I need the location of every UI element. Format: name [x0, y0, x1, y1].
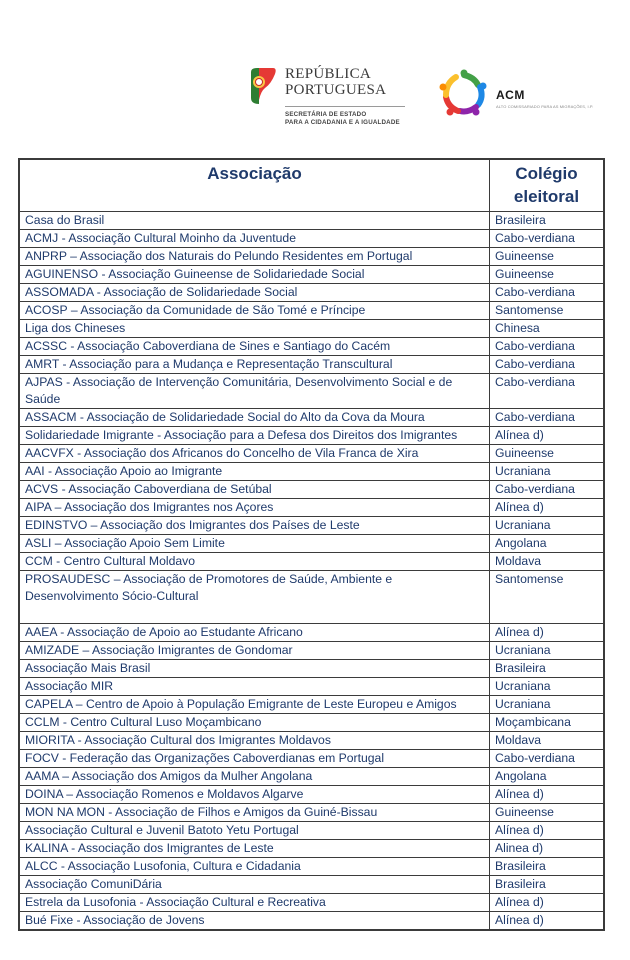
- electoral-college: Alinea d): [490, 840, 605, 858]
- electoral-college: Moldava: [490, 553, 605, 571]
- electoral-college: Alínea d): [490, 624, 605, 642]
- table-row: [19, 714, 604, 732]
- table-row: [19, 463, 604, 481]
- electoral-college: Angolana: [490, 535, 605, 553]
- electoral-college: Chinesa: [490, 320, 605, 338]
- table-row: [19, 356, 604, 374]
- electoral-college: Guineense: [490, 266, 605, 284]
- table-row: [19, 481, 604, 499]
- acm-people-circle-icon: [438, 67, 490, 119]
- table-row: [19, 696, 604, 714]
- table-row: [19, 858, 604, 876]
- table-row: [19, 302, 604, 320]
- electoral-college: Ucraniana: [490, 463, 605, 481]
- association-name: PROSAUDESC – Associação de Promotores de Saúde, Ambiente e Desenvolvimento Sócio-Cultural: [19, 571, 490, 624]
- association-name: ASLI – Associação Apoio Sem Limite: [19, 535, 490, 553]
- electoral-college: Alínea d): [490, 427, 605, 445]
- table-row: [19, 338, 604, 356]
- association-name: AGUINENSO - Associação Guineense de Solidariedade Social: [19, 266, 490, 284]
- electoral-college: Santomense: [490, 571, 605, 624]
- association-name: ASSOMADA - Associação de Solidariedade Social: [19, 284, 490, 302]
- table-row: [19, 894, 604, 912]
- association-name: Bué Fixe - Associação de Jovens: [19, 912, 490, 931]
- table-row: [19, 678, 604, 696]
- table-row: [19, 248, 604, 266]
- table-row: [19, 804, 604, 822]
- acm-title: ACM: [496, 88, 525, 102]
- electoral-college: Cabo-verdiana: [490, 374, 605, 409]
- table-row: [19, 750, 604, 768]
- column-header-colegio-eleitoral: Colégio eleitoral: [490, 159, 605, 212]
- republica-title: REPÚBLICA PORTUGUESA: [285, 66, 387, 98]
- electoral-college: Ucraniana: [490, 678, 605, 696]
- association-name: Liga dos Chineses: [19, 320, 490, 338]
- electoral-college: Alínea d): [490, 786, 605, 804]
- association-name: DOINA – Associação Romenos e Moldavos Algarve: [19, 786, 490, 804]
- acm-logo: [438, 67, 628, 127]
- table-row: [19, 840, 604, 858]
- association-name: EDINSTVO – Associação dos Imigrantes dos Países de Leste: [19, 517, 490, 535]
- table-row: [19, 624, 604, 642]
- electoral-college: Moçambicana: [490, 714, 605, 732]
- electoral-college: Angolana: [490, 768, 605, 786]
- association-name: FOCV - Federação das Organizações Caboverdianas em Portugal: [19, 750, 490, 768]
- association-name: CAPELA – Centro de Apoio à População Emigrante de Leste Europeu e Amigos: [19, 696, 490, 714]
- electoral-college: Brasileira: [490, 660, 605, 678]
- association-name: AACVFX - Associação dos Africanos do Concelho de Vila Franca de Xira: [19, 445, 490, 463]
- association-name: Solidariedade Imigrante - Associação para a Defesa dos Direitos dos Imigrantes: [19, 427, 490, 445]
- table-row: [19, 768, 604, 786]
- column-header-associacao: Associação: [19, 159, 490, 212]
- electoral-college: Cabo-verdiana: [490, 481, 605, 499]
- table-row: [19, 553, 604, 571]
- association-name: Casa do Brasil: [19, 212, 490, 230]
- association-name: AIPA – Associação dos Imigrantes nos Açores: [19, 499, 490, 517]
- electoral-college: Ucraniana: [490, 696, 605, 714]
- association-name: KALINA - Associação dos Imigrantes de Leste: [19, 840, 490, 858]
- table-row: [19, 212, 604, 230]
- table-row: [19, 499, 604, 517]
- republica-portuguesa-logo: [247, 62, 417, 132]
- association-name: CCLM - Centro Cultural Luso Moçambicano: [19, 714, 490, 732]
- association-name: ASSACM - Associação de Solidariedade Social do Alto da Cova da Moura: [19, 409, 490, 427]
- header-logos: [0, 62, 630, 137]
- table-row: [19, 535, 604, 553]
- association-name: ACOSP – Associação da Comunidade de São Tomé e Príncipe: [19, 302, 490, 320]
- table-row: [19, 266, 604, 284]
- table-row: [19, 284, 604, 302]
- association-name: ACVS - Associação Caboverdiana de Setúbal: [19, 481, 490, 499]
- electoral-college: Cabo-verdiana: [490, 356, 605, 374]
- republica-subtitle: SECRETÁRIA DE ESTADO PARA A CIDADANIA E A IGUALDADE: [285, 111, 400, 126]
- association-name: ANPRP – Associação dos Naturais do Pelundo Residentes em Portugal: [19, 248, 490, 266]
- table-row: [19, 517, 604, 535]
- electoral-college: Alínea d): [490, 912, 605, 931]
- table-row: [19, 786, 604, 804]
- electoral-college: Cabo-verdiana: [490, 409, 605, 427]
- electoral-college: Ucraniana: [490, 642, 605, 660]
- table-row: [19, 230, 604, 248]
- association-name: MIORITA - Associação Cultural dos Imigrantes Moldavos: [19, 732, 490, 750]
- association-name: ACMJ - Associação Cultural Moinho da Juventude: [19, 230, 490, 248]
- association-name: CCM - Centro Cultural Moldavo: [19, 553, 490, 571]
- association-name: Associação MIR: [19, 678, 490, 696]
- association-name: AAMA – Associação dos Amigos da Mulher Angolana: [19, 768, 490, 786]
- association-name: Associação Mais Brasil: [19, 660, 490, 678]
- electoral-college: Alínea d): [490, 499, 605, 517]
- table-row: [19, 571, 604, 624]
- electoral-college: Alínea d): [490, 894, 605, 912]
- table-row: [19, 642, 604, 660]
- table-row: [19, 822, 604, 840]
- electoral-college: Brasileira: [490, 876, 605, 894]
- table-row: [19, 427, 604, 445]
- divider: [285, 106, 405, 107]
- electoral-college: Brasileira: [490, 858, 605, 876]
- table-row: [19, 320, 604, 338]
- associations-table: [18, 158, 605, 931]
- association-name: AJPAS - Associação de Intervenção Comunitária, Desenvolvimento Social e de Saúde: [19, 374, 490, 409]
- table-row: [19, 445, 604, 463]
- association-name: AMRT - Associação para a Mudança e Representação Transcultural: [19, 356, 490, 374]
- association-name: AAI - Associação Apoio ao Imigrante: [19, 463, 490, 481]
- electoral-college: Alínea d): [490, 822, 605, 840]
- electoral-college: Ucraniana: [490, 517, 605, 535]
- table-header-row: [19, 159, 604, 212]
- association-name: ALCC - Associação Lusofonia, Cultura e Cidadania: [19, 858, 490, 876]
- association-name: ACSSC - Associação Caboverdiana de Sines e Santiago do Cacém: [19, 338, 490, 356]
- table-body: [19, 212, 604, 931]
- association-name: Associação ComuniDária: [19, 876, 490, 894]
- association-name: Associação Cultural e Juvenil Batoto Yetu Portugal: [19, 822, 490, 840]
- electoral-college: Cabo-verdiana: [490, 230, 605, 248]
- table-row: [19, 374, 604, 409]
- table-row: [19, 409, 604, 427]
- electoral-college: Brasileira: [490, 212, 605, 230]
- association-name: AMIZADE – Associação Imigrantes de Gondomar: [19, 642, 490, 660]
- acm-subtitle: ALTO COMISSARIADO PARA AS MIGRAÇÕES, I.P.: [496, 104, 594, 109]
- electoral-college: Moldava: [490, 732, 605, 750]
- portugal-flag-icon: [247, 66, 277, 106]
- table-row: [19, 876, 604, 894]
- electoral-college: Cabo-verdiana: [490, 284, 605, 302]
- table-row: [19, 732, 604, 750]
- association-name: Estrela da Lusofonia - Associação Cultural e Recreativa: [19, 894, 490, 912]
- electoral-college: Santomense: [490, 302, 605, 320]
- electoral-college: Cabo-verdiana: [490, 338, 605, 356]
- electoral-college: Guineense: [490, 804, 605, 822]
- association-name: MON NA MON - Associação de Filhos e Amigos da Guiné-Bissau: [19, 804, 490, 822]
- electoral-college: Guineense: [490, 248, 605, 266]
- table-row: [19, 660, 604, 678]
- association-name: AAEA - Associação de Apoio ao Estudante Africano: [19, 624, 490, 642]
- table-row: [19, 912, 604, 931]
- electoral-college: Cabo-verdiana: [490, 750, 605, 768]
- electoral-college: Guineense: [490, 445, 605, 463]
